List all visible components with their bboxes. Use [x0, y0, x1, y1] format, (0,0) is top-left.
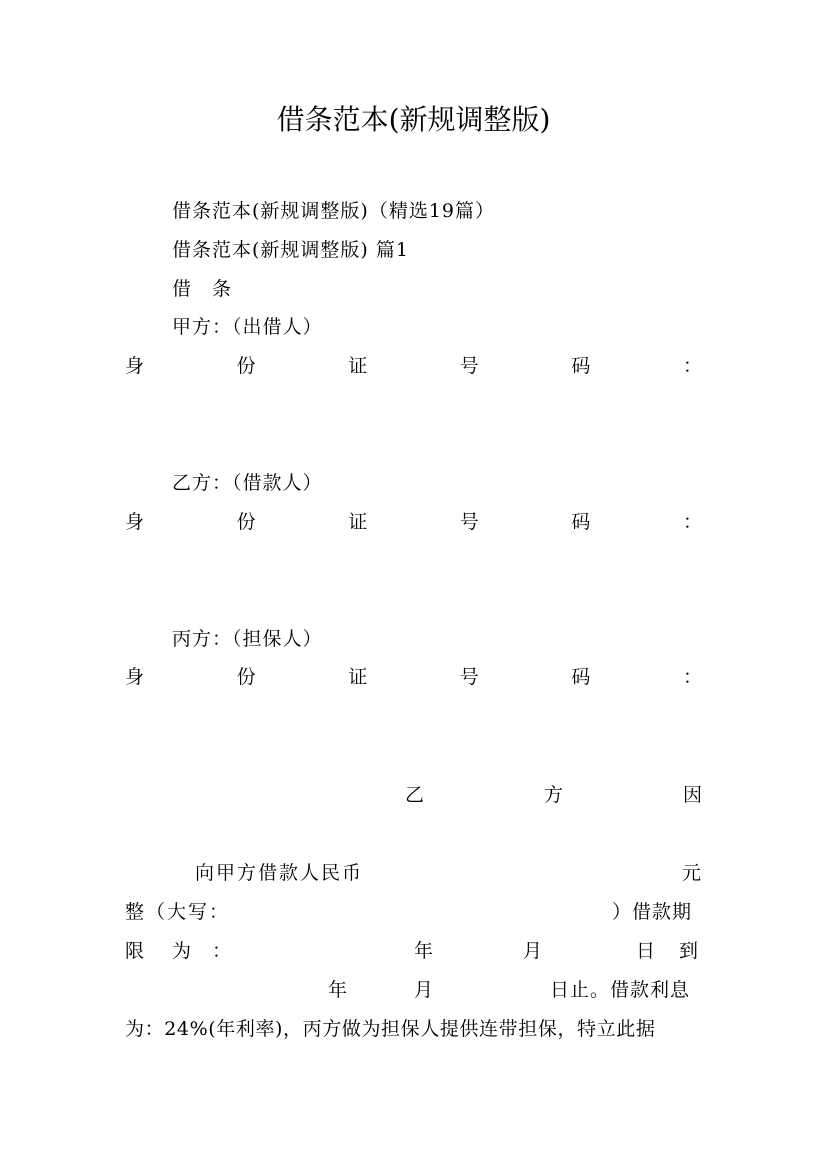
- party-a-id-line: [125, 353, 702, 379]
- id-char: 号: [459, 511, 479, 533]
- document-title: 借条范本(新规调整版): [276, 103, 551, 136]
- reason-line: [405, 782, 702, 808]
- party-b-id-line: [125, 509, 702, 535]
- id-char: 份: [236, 511, 256, 533]
- id-char: 码: [571, 355, 591, 377]
- until-interest: 日止。借款利息: [550, 979, 691, 1001]
- month-label: 月: [523, 940, 543, 962]
- day-to-label: 日 到: [636, 940, 699, 962]
- capital-label: 整（大写：: [125, 901, 231, 923]
- id-char: 身: [125, 511, 145, 533]
- doc-name: 借 条: [172, 278, 233, 300]
- final-line: 为：24%(年利率)，丙方做为担保人提供连带担保，特立此据: [125, 1018, 656, 1040]
- reason-char: 方: [543, 784, 563, 806]
- id-char: 份: [236, 666, 256, 688]
- borrow-line: 向甲方借款人民币: [195, 862, 364, 884]
- id-char: 码: [571, 666, 591, 688]
- id-char: 身: [125, 666, 145, 688]
- year2-label: 年: [328, 979, 348, 1001]
- reason-char: 因: [682, 784, 702, 806]
- term-label-3: ：: [212, 940, 232, 962]
- section-heading: 借条范本(新规调整版) 篇1: [172, 239, 409, 261]
- month2-label: 月: [414, 979, 434, 1001]
- term-suffix: ）借款期: [612, 901, 693, 923]
- id-char: ：: [682, 511, 702, 533]
- party-c-id-line: [125, 664, 702, 690]
- document-subtitle: 借条范本(新规调整版)（精选19篇）: [172, 200, 496, 222]
- id-char: 证: [348, 355, 368, 377]
- id-char: ：: [682, 666, 702, 688]
- term-label-1: 限: [125, 940, 145, 962]
- party-b-label: 乙方：（借款人）: [172, 472, 323, 494]
- id-char: 号: [459, 666, 479, 688]
- term-label-2: 为: [172, 940, 192, 962]
- party-a-label: 甲方：（出借人）: [172, 316, 323, 338]
- id-char: 证: [348, 511, 368, 533]
- id-char: 码: [571, 511, 591, 533]
- id-char: 身: [125, 355, 145, 377]
- yuan-label: 元: [682, 862, 702, 884]
- year-label: 年: [414, 940, 434, 962]
- reason-char: 乙: [405, 784, 425, 806]
- id-char: 号: [459, 355, 479, 377]
- id-char: ：: [682, 355, 702, 377]
- party-c-label: 丙方：（担保人）: [172, 628, 323, 650]
- id-char: 证: [348, 666, 368, 688]
- id-char: 份: [236, 355, 256, 377]
